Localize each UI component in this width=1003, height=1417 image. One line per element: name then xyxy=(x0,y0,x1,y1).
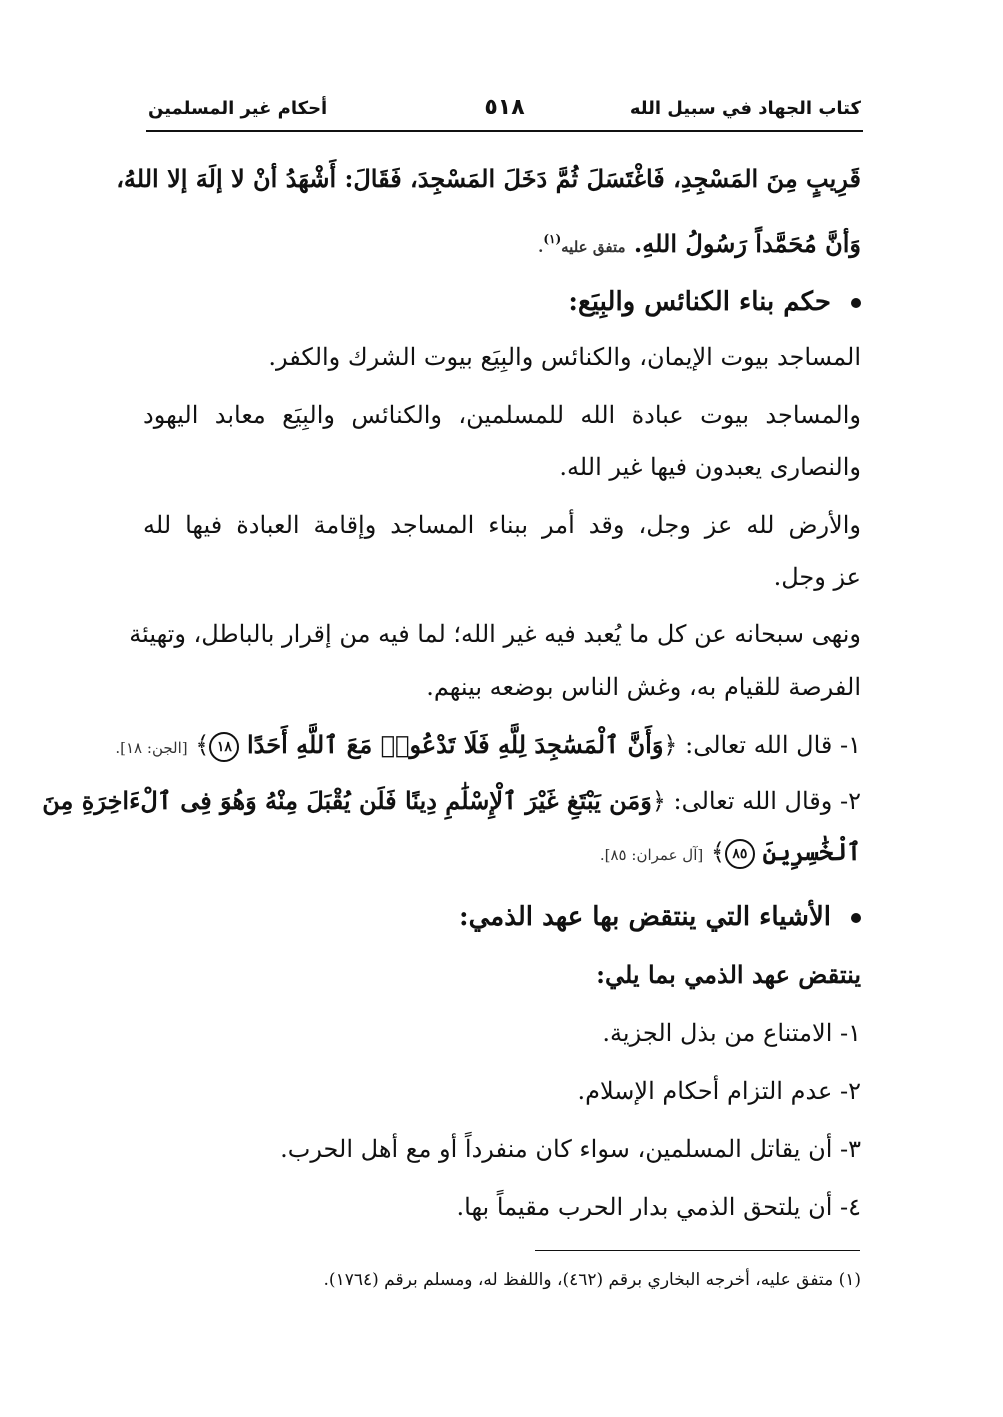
list-item: ١- الامتناع من بذل الجزية. xyxy=(602,1019,861,1047)
verse-2-line-2: ٱلْخَٰسِرِينَ ٨٥﴾ [آل عمران: ٨٥]. xyxy=(143,835,861,872)
subheading: ينتقض عهد الذمي بما يلي: xyxy=(596,960,861,989)
paragraph-1: المساجد بيوت الإيمان، والكنائس والبِيَع بيوت الشرك والكفر. xyxy=(268,343,861,371)
section-heading-churches xyxy=(143,285,861,319)
paragraph-3-line-1: والأرض لله عز وجل، وقد أمر ببناء المساجد وإقامة العبادة فيها لله xyxy=(143,511,861,539)
hadith-line-1: قَرِيبٍ مِنَ المَسْجِدِ، فَاغْتَسَلَ ثُمَّ دَخَلَ المَسْجِدَ، فَقَالَ: أَشْهَدُ أنْ لا إلَهَ إلا اللهُ، xyxy=(116,164,861,193)
verse-2-text-b: ٱلْخَٰسِرِينَ xyxy=(762,837,861,866)
verse-2-line-1: ٢- وقال الله تعالى: ﴿وَمَن يَبْتَغِ غَيْرَ ٱلْإِسْلَٰمِ دِينًا فَلَن يُقْبَلَ مِنْهُ وَهُوَ فِى ٱلْءَاخِرَةِ مِنَ xyxy=(42,786,861,815)
hadith-text: وَأنَّ مُحَمَّداً رَسُولُ اللهِ. xyxy=(633,229,861,258)
page-number: ٥١٨ xyxy=(484,95,525,120)
header-divider xyxy=(146,130,863,132)
paragraph-2-line-1: والمساجد بيوت عبادة الله للمسلمين، والكنائس والبِيَع معابد اليهود xyxy=(143,401,861,429)
verse-1-reference: [الجن: ١٨]. xyxy=(115,739,188,757)
list-item: ٢- عدم التزام أحكام الإسلام. xyxy=(577,1077,861,1105)
footnote: (١) متفق عليه، أخرجه البخاري برقم (٤٦٢)، واللفظ له، ومسلم برقم (١٧٦٤). xyxy=(323,1270,861,1290)
paragraph-4-line-1: ونهى سبحانه عن كل ما يُعبد فيه غير الله؛ لما فيه من إقرار بالباطل، وتهيئة xyxy=(129,620,861,648)
verse-2-reference: [آل عمران: ٨٥]. xyxy=(599,846,704,864)
bullet-icon xyxy=(851,298,861,308)
chapter-title: أحكام غير المسلمين xyxy=(148,98,328,119)
paragraph-2-line-2: والنصارى يعبدون فيها غير الله. xyxy=(559,453,861,481)
running-header xyxy=(148,95,861,128)
footnote-marker: (١) xyxy=(543,232,562,246)
verse-1-text: وَأَنَّ ٱلْمَسَٰجِدَ لِلَّهِ فَلَا تَدْعُوا۟ مَعَ ٱللَّهِ أَحَدًا xyxy=(246,730,664,759)
verse-1: ١- قال الله تعالى: ﴿وَأَنَّ ٱلْمَسَٰجِدَ لِلَّهِ فَلَا تَدْعُوا۟ مَعَ ٱللَّهِ أَحَدًا ١٨﴾ [الجن: ١٨]. xyxy=(143,728,861,765)
heading-text: حكم بناء الكنائس والبِيَع: xyxy=(568,287,831,317)
book-title: كتاب الجهاد في سبيل الله xyxy=(629,98,861,119)
paragraph-3-line-2: عز وجل. xyxy=(773,563,861,591)
ayah-number-marker: ٨٥ xyxy=(725,839,755,869)
verse-2-intro: ٢- وقال الله تعالى: xyxy=(673,787,861,815)
paragraph-4-line-2: الفرصة للقيام به، وغش الناس بوضعه بينهم. xyxy=(426,673,861,701)
verse-2-text-a: وَمَن يَبْتَغِ غَيْرَ ٱلْإِسْلَٰمِ دِينًا فَلَن يُقْبَلَ مِنْهُ وَهُوَ فِى ٱلْءَاخِرَةِ مِنَ xyxy=(42,786,652,815)
verse-1-intro: ١- قال الله تعالى: xyxy=(685,731,861,759)
bullet-icon xyxy=(851,913,861,923)
section-heading-dhimmi xyxy=(143,900,861,934)
heading-text: الأشياء التي ينتقض بها عهد الذمي: xyxy=(459,902,831,932)
footnote-divider xyxy=(535,1250,860,1251)
ayah-number-marker: ١٨ xyxy=(209,732,239,762)
list-item: ٣- أن يقاتل المسلمين، سواء كان منفرداً أو مع أهل الحرب. xyxy=(280,1135,861,1163)
hadith-grading: متفق عليه xyxy=(561,238,626,256)
list-item: ٤- أن يلتحق الذمي بدار الحرب مقيماً بها. xyxy=(456,1193,861,1221)
hadith-line-2: وَأنَّ مُحَمَّداً رَسُولُ اللهِ. متفق عليه$^{(١)}$. xyxy=(538,229,861,258)
